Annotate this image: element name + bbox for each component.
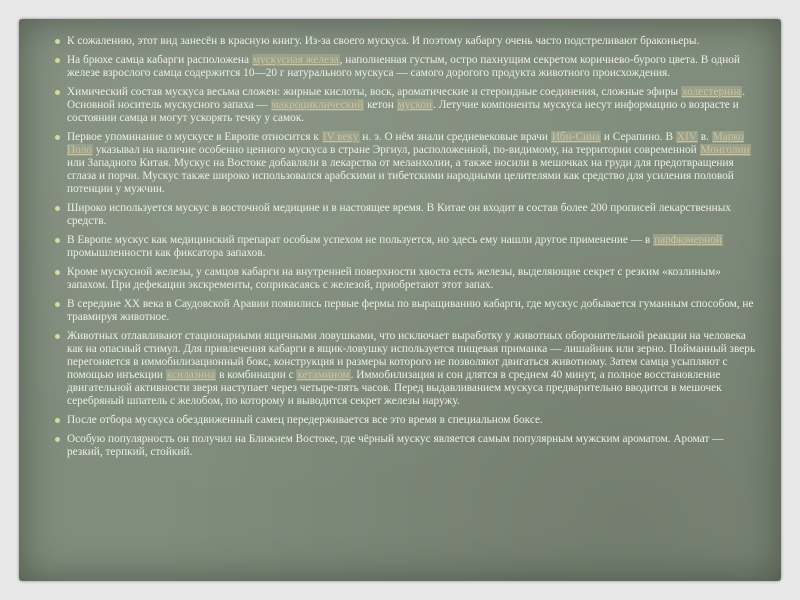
- bullet-paragraph: [55, 202, 759, 228]
- bullet-paragraph: [55, 433, 759, 459]
- paragraph-text: . Летучие компоненты мускуса несут информацию о возрасте и состоянии самца и могут ускорять течку у самок.: [67, 99, 739, 124]
- bullet-paragraph: [55, 54, 759, 80]
- paragraph-text: . Иммобилизация и сон длятся в среднем 40 минут, а полное восстановление двигательной активности зверя наступает через четыре-пять часов. Перед выдавливанием мускуса предварительно вводится в мешочек серебряный шпатель с желобом, по которому и выводится секрет железы наружу.: [67, 369, 722, 407]
- slide-text-body: [55, 35, 759, 465]
- paragraph-text: промышленности как фиксатора запахов.: [67, 247, 266, 259]
- hyperlink[interactable]: парфюмерной: [654, 234, 722, 246]
- paragraph-text: Широко используется мускус в восточной медицине и в настоящее время. В Китае он входит в состав более 200 прописей лекарственных средств.: [67, 202, 731, 227]
- bullet-paragraph: [55, 131, 759, 196]
- paragraph-text: указывал на наличие особенно ценного мускуса в стране Эргиул, расположенной, по-видимому, на территории современной: [92, 144, 700, 156]
- hyperlink[interactable]: мускон: [397, 99, 433, 111]
- paragraph-text: Животных отлавливают стационарными ящичными ловушками, что исключает выработку у животных оборонительной реакции на человека как на опасный стимул. Для привлечения кабарги в ящик-ловушку используется пищевая приманка — лишайник или зерно. Пойманный зверь перегоняется в иммобилизационный бокс, конструкция и размеры которого не позволяют двигаться животному. Затем самца усыпляют с помощью инъекции: [67, 330, 756, 381]
- bullet-paragraph: [55, 266, 759, 292]
- paragraph-text: После отбора мускуса обездвиженный самец передерживается все это время в специальном боксе.: [67, 414, 543, 426]
- hyperlink[interactable]: кетамином: [297, 369, 350, 381]
- hyperlink[interactable]: Ибн-Сина: [551, 131, 601, 143]
- slide: [19, 19, 781, 581]
- paragraph-text: н. э. О нём знали средневековые врачи: [359, 131, 551, 143]
- paragraph-text: На брюхе самца кабарги расположена: [67, 54, 252, 66]
- bullet-paragraph: [55, 330, 759, 408]
- hyperlink[interactable]: мускусная железа: [252, 54, 339, 66]
- paragraph-text: Кроме мускусной железы, у самцов кабарги на внутренней поверхности хвоста есть железы, выделяющие секрет с резким «козлиным» запахом. При дефекации экскременты, соприкасаясь с железой, приобретают этот запах.: [67, 266, 721, 291]
- paragraph-text: Особую популярность он получил на Ближнем Востоке, где чёрный мускус является самым популярным мужским ароматом. Аромат — резкий, терпкий, стойкий.: [67, 433, 724, 458]
- paragraph-text: , наполненная густым, остро пахнущим секретом коричнево-бурого цвета. В одной железе взрослого самца содержится 10—20 г натурального мускуса — самого дорогого продукта животного происхождения.: [67, 54, 740, 79]
- paragraph-text: Химический состав мускуса весьма сложен: жирные кислоты, воск, ароматические и стероидные соединения, сложные эфиры: [67, 86, 681, 98]
- paragraph-text: Первое упоминание о мускусе в Европе относится к: [67, 131, 322, 143]
- bullet-paragraph: [55, 234, 759, 260]
- paragraph-text: и Серапино. В: [601, 131, 676, 143]
- hyperlink[interactable]: Монголии: [700, 144, 750, 156]
- hyperlink[interactable]: ксилазина: [166, 369, 216, 381]
- bullet-paragraph: [55, 86, 759, 125]
- hyperlink[interactable]: Марко Поло: [67, 131, 744, 156]
- paragraph-text: К сожалению, этот вид занесён в красную книгу. Из-за своего мускуса. И поэтому кабаргу очень часто подстреливают браконьеры.: [67, 35, 700, 47]
- hyperlink[interactable]: XIV: [676, 131, 697, 143]
- paragraph-text: В Европе мускус как медицинский препарат особым успехом не пользуется, но здесь ему нашли другое применение — в: [67, 234, 654, 246]
- hyperlink[interactable]: IV веку: [322, 131, 359, 143]
- hyperlink[interactable]: холестерина: [681, 86, 742, 98]
- paragraph-text: в.: [697, 131, 712, 143]
- paragraph-text: кетон: [364, 99, 397, 111]
- paragraph-text: . Основной носитель мускусного запаха —: [67, 86, 746, 111]
- paragraph-text: В середине XX века в Саудовской Аравии появились первые фермы по выращиванию кабарги, где мускус добывается гуманным способом, не травмируя животное.: [67, 298, 754, 323]
- bullet-paragraph: [55, 414, 759, 427]
- bullet-paragraph: [55, 35, 759, 48]
- hyperlink[interactable]: макроциклический: [271, 99, 364, 111]
- paragraph-text: в комбинации с: [216, 369, 297, 381]
- bullet-paragraph: [55, 298, 759, 324]
- paragraph-text: или Западного Китая. Мускус на Востоке добавляли в лекарства от меланхолии, а также носили в мешочках на груди для предотвращения сглаза и порчи. Мускус также широко использовался арабскими и тибетскими народными целителями как средство для усиления половой потенции у мужчин.: [67, 157, 734, 195]
